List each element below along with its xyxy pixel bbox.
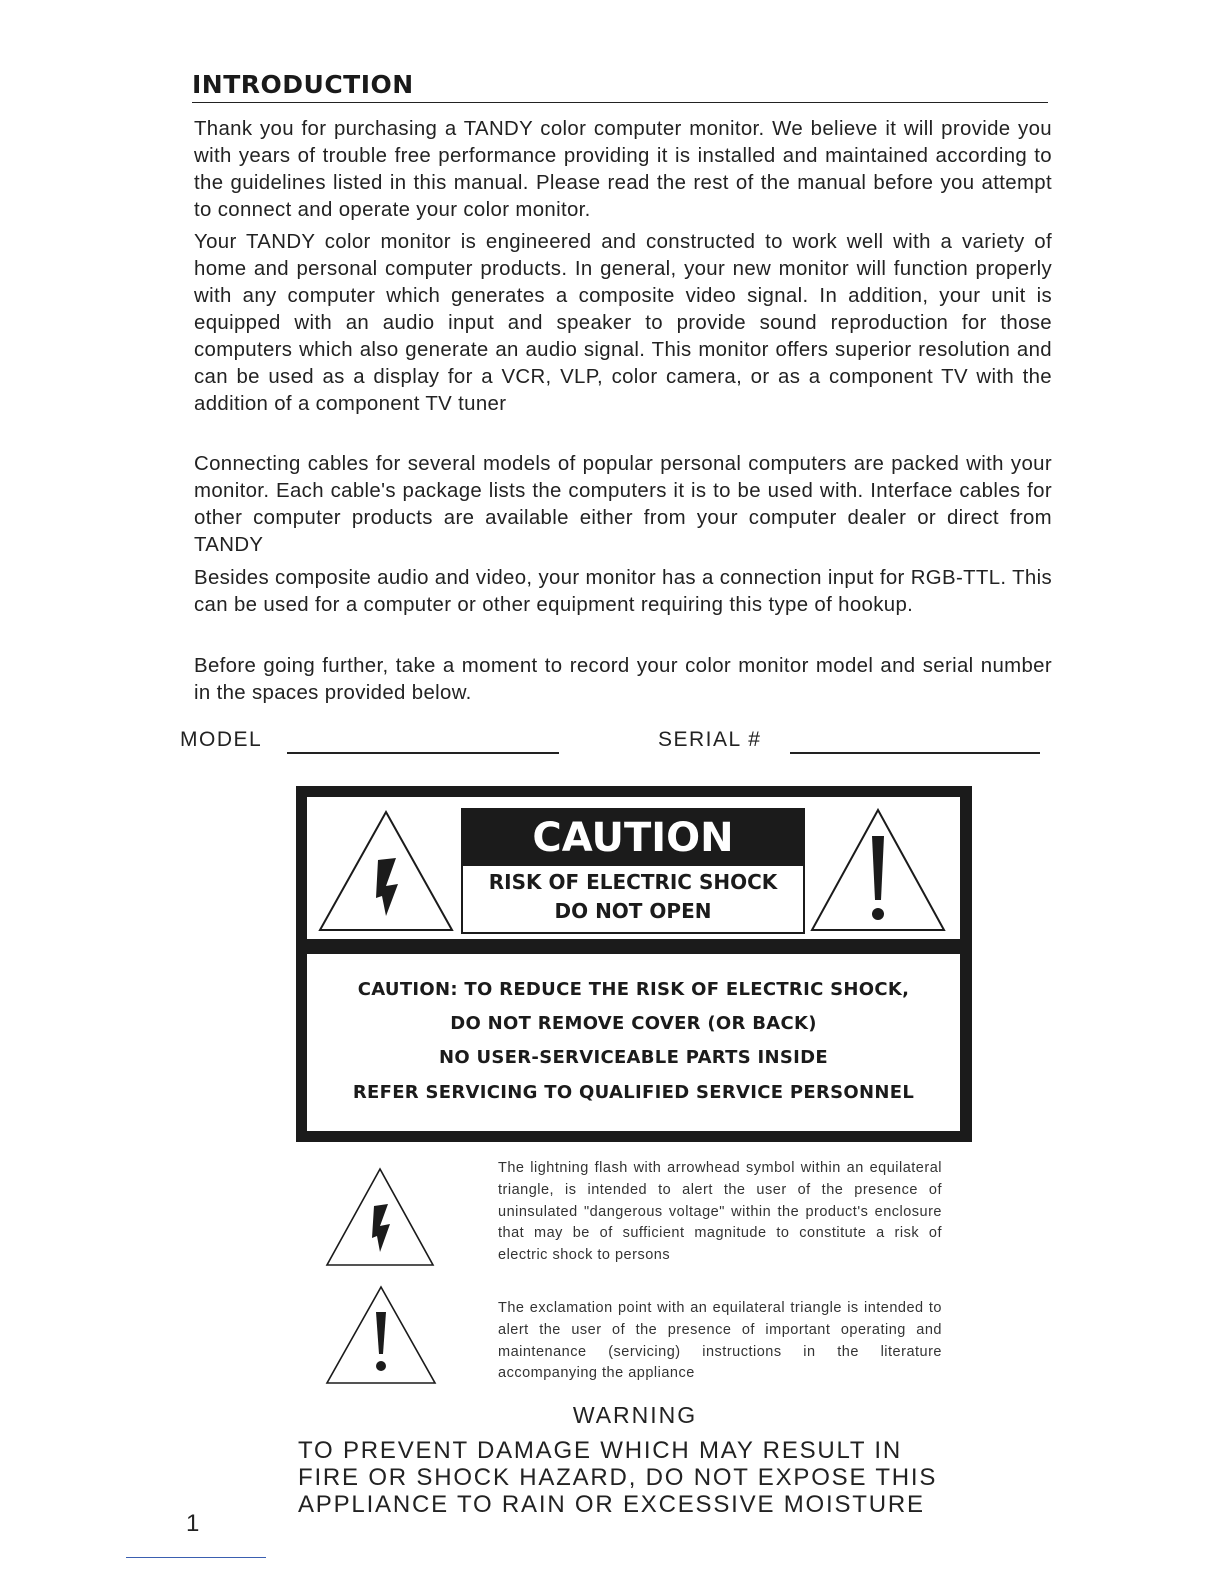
warning-title: WARNING <box>572 1402 698 1428</box>
warning-line: TO PREVENT DAMAGE WHICH MAY RESULT IN <box>298 1437 903 1464</box>
caution-notice-line: REFER SERVICING TO QUALIFIED SERVICE PERSONNEL <box>352 1082 915 1103</box>
cables-paragraph: Connecting cables for several models of popular personal computers are packed with your monitor. Each cable's package lists the computers it is to be used with. Interface cables for other computer products are available either from your computer dealer or direct from TANDY <box>194 453 1052 556</box>
lightning-symbol-explanation: The lightning flash with arrowhead symbol within an equilateral triangle, is intended to alert the user of the presence of uninsulated "dangerous voltage" within the product's enclosure that may be of sufficient magnitude to constitute a risk of electric shock to persons <box>498 1160 942 1264</box>
record-paragraph: Before going further, take a moment to record your color monitor model and serial number in the spaces provided below. <box>194 655 1052 704</box>
rgb-paragraph: Besides composite audio and video, your monitor has a connection input for RGB-TTL. This can be used for a computer or other equipment requiring this type of hookup. <box>194 567 1052 616</box>
exclamation-triangle-icon <box>324 1284 438 1386</box>
caution-title: CAUTION <box>463 810 803 866</box>
exclamation-symbol-explanation: The exclamation point with an equilateral triangle is intended to alert the user of the presence of important operating and maintenance (servicing) instructions in the literature accompanying the appliance <box>498 1300 942 1382</box>
page-number: 1 <box>186 1510 200 1537</box>
lightning-triangle-icon <box>324 1166 436 1268</box>
compatibility-paragraph: Your TANDY color monitor is engineered and constructed to work well with a variety of home and personal computer products. In general, your new monitor will function properly with any computer which generates a composite video signal. In addition, your unit is equipped with an audio input and speaker to provide sound reproduction for those computers which also generate an audio signal. This monitor offers superior resolution and can be used as a display for a VCR, VLP, color camera, or as a component TV with the addition of a component TV tuner <box>194 231 1052 415</box>
intro-paragraph: Thank you for purchasing a TANDY color computer monitor. We believe it will provide you with years of trouble free performance providing it is installed and maintained according to the guidelines listed in this manual. Please read the rest of the manual before you attempt to connect and operate your color monitor. <box>194 118 1052 221</box>
caution-open-line: DO NOT OPEN <box>554 899 712 923</box>
lightning-triangle-icon <box>316 808 456 934</box>
exclamation-triangle-icon <box>808 806 948 934</box>
model-label: MODEL <box>180 728 263 751</box>
caution-notice-line: DO NOT REMOVE COVER (OR BACK) <box>450 1013 817 1034</box>
section-heading: INTRODUCTION <box>192 70 1048 103</box>
serial-label: SERIAL # <box>658 728 762 751</box>
warning-line: APPLIANCE TO RAIN OR EXCESSIVE MOISTURE <box>298 1491 925 1518</box>
caution-notice-line: CAUTION: TO REDUCE THE RISK OF ELECTRIC SHOCK, <box>357 979 910 1000</box>
footnote-rule <box>126 1557 266 1558</box>
caution-notice-line: NO USER-SERVICEABLE PARTS INSIDE <box>438 1047 829 1068</box>
serial-blank-line <box>790 752 1040 754</box>
warning-line: FIRE OR SHOCK HAZARD, DO NOT EXPOSE THIS <box>298 1464 938 1491</box>
caution-center-box <box>461 808 805 934</box>
caution-risk-line: RISK OF ELECTRIC SHOCK <box>488 870 778 894</box>
model-blank-line <box>287 752 559 754</box>
